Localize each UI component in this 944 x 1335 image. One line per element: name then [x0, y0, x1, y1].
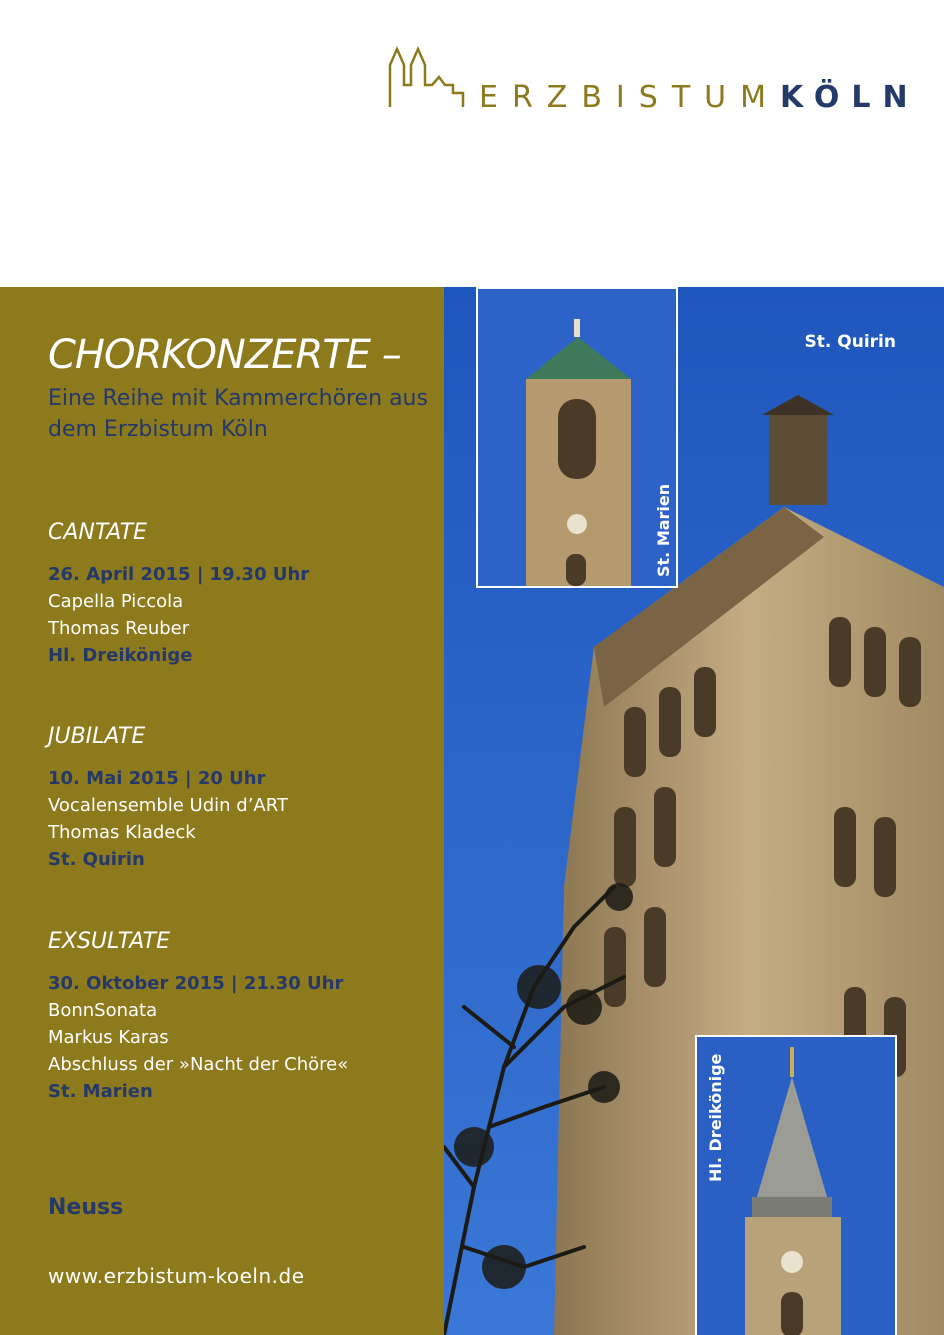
event-exsultate — [48, 928, 438, 1105]
event-performer: Capella Piccola — [48, 591, 184, 612]
website-link[interactable]: www.erzbistum-koeln.de — [48, 1264, 305, 1288]
info-panel — [0, 287, 444, 1335]
event-venue: Hl. Dreikönige — [48, 645, 193, 666]
logo[interactable] — [387, 45, 920, 115]
city-label: Neuss — [48, 1195, 124, 1220]
cathedral-icon — [387, 45, 477, 115]
header — [0, 0, 944, 287]
event-conductor: Markus Karas — [48, 1027, 169, 1048]
event-date: 10. Mai 2015 | 20 Uhr — [48, 768, 266, 789]
event-venue: St. Marien — [48, 1081, 153, 1102]
event-performer: BonnSonata — [48, 1000, 158, 1021]
label-st-marien: St. Marien — [654, 483, 673, 577]
label-st-quirin: St. Quirin — [804, 332, 896, 352]
inset-st-marien — [476, 287, 678, 588]
inset-hl-dreikoenige — [695, 1035, 897, 1335]
hl-dreikoenige-image — [697, 1037, 895, 1335]
logo-name: KÖLN — [780, 80, 920, 115]
event-name: EXSULTATE — [48, 929, 171, 954]
event-name: CANTATE — [48, 520, 148, 545]
label-hl-dreikoenige: Hl. Dreikönige — [706, 1053, 725, 1182]
event-conductor: Thomas Kladeck — [48, 822, 196, 843]
page-subtitle: Eine Reihe mit Kammerchören aus dem Erzbistum Köln — [48, 386, 428, 442]
st-marien-image — [478, 289, 676, 586]
event-date: 26. April 2015 | 19.30 Uhr — [48, 564, 310, 585]
event-name: JUBILATE — [48, 724, 146, 749]
event-jubilate — [48, 723, 438, 873]
church-photo — [444, 287, 944, 1335]
event-conductor: Thomas Reuber — [48, 618, 190, 639]
event-performer: Vocalensemble Udin d’ART — [48, 795, 288, 816]
logo-prefix: ERZBISTUM — [479, 80, 780, 115]
event-date: 30. Oktober 2015 | 21.30 Uhr — [48, 973, 344, 994]
page-title: CHORKONZERTE – — [48, 332, 401, 378]
event-note: Abschluss der »Nacht der Chöre« — [48, 1054, 349, 1075]
logo-wordmark — [479, 80, 920, 115]
event-cantate — [48, 519, 438, 669]
event-venue: St. Quirin — [48, 849, 145, 870]
